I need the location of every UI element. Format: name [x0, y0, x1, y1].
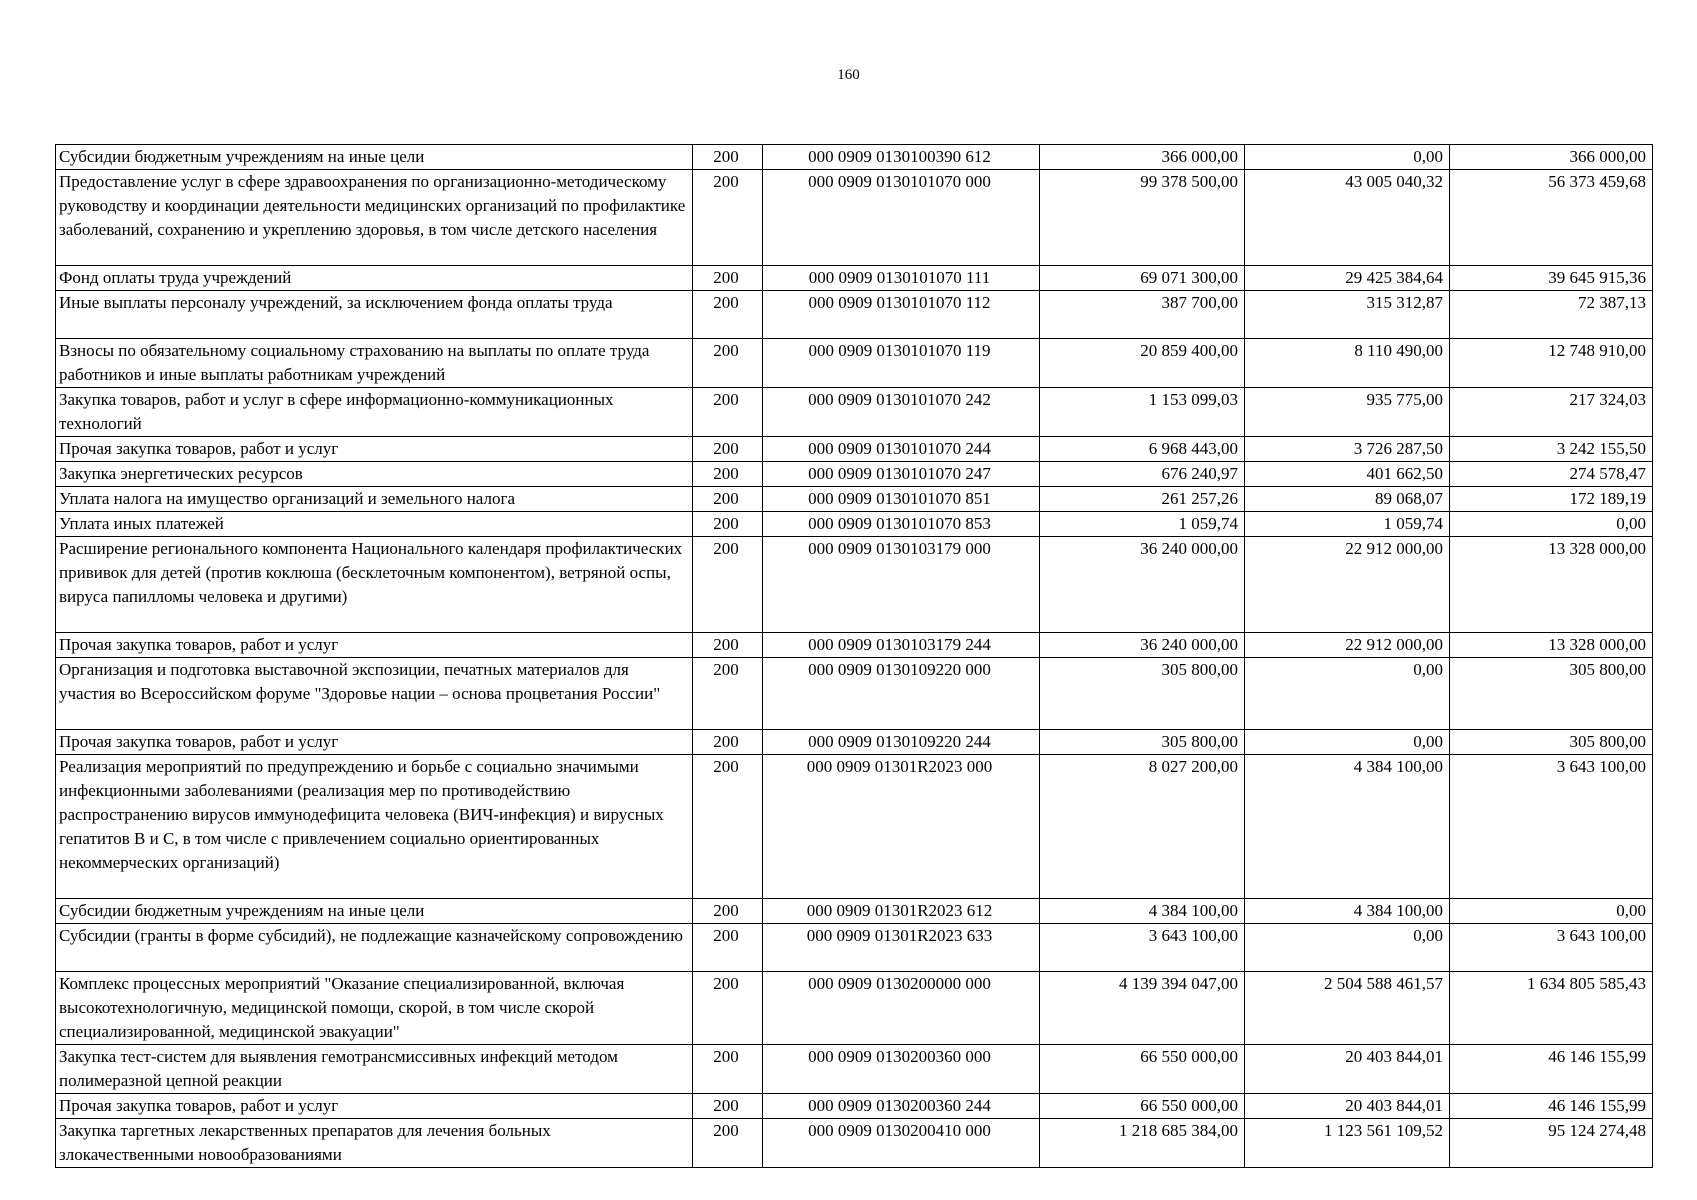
row-approved-cell: 4 139 394 047,00 — [1040, 972, 1245, 1045]
row-executed-cell: 0,00 — [1245, 924, 1450, 972]
table-row — [56, 755, 1653, 899]
row-executed-cell: 2 504 588 461,57 — [1245, 972, 1450, 1045]
row-kbk-cell: 000 0909 0130101070 112 — [763, 291, 1040, 339]
row-kbk-cell: 000 0909 0130200360 000 — [763, 1045, 1040, 1094]
row-approved-cell: 66 550 000,00 — [1040, 1045, 1245, 1094]
row-executed-cell: 8 110 490,00 — [1245, 339, 1450, 388]
row-name-cell: Уплата налога на имущество организаций и земельного налога — [56, 487, 693, 512]
row-executed-cell: 89 068,07 — [1245, 487, 1450, 512]
table-row — [56, 1045, 1653, 1094]
table-row — [56, 339, 1653, 388]
row-unexecuted-cell: 3 643 100,00 — [1450, 755, 1653, 899]
row-code-cell: 200 — [693, 170, 763, 266]
row-executed-cell: 0,00 — [1245, 730, 1450, 755]
table-row — [56, 972, 1653, 1045]
row-unexecuted-cell: 95 124 274,48 — [1450, 1119, 1653, 1168]
row-code-cell: 200 — [693, 1119, 763, 1168]
row-name-cell: Субсидии бюджетным учреждениям на иные цели — [56, 145, 693, 170]
row-kbk-cell: 000 0909 01301R2023 000 — [763, 755, 1040, 899]
row-kbk-cell: 000 0909 0130109220 000 — [763, 658, 1040, 730]
row-executed-cell: 401 662,50 — [1245, 462, 1450, 487]
page-number: 160 — [837, 67, 860, 83]
row-name-cell: Закупка тест-систем для выявления гемотрансмиссивных инфекций методом полимеразной цепной реакции — [56, 1045, 693, 1094]
row-kbk-cell: 000 0909 01301R2023 633 — [763, 924, 1040, 972]
row-executed-cell: 29 425 384,64 — [1245, 266, 1450, 291]
row-executed-cell: 3 726 287,50 — [1245, 437, 1450, 462]
row-name-cell: Реализация мероприятий по предупреждению и борьбе с социально значимыми инфекционными заболеваниями (реализация мер по противодействию распространению вирусов иммунодефицита человека (ВИЧ-инфекция) и вирусных гепатитов B и C, в том числе с привлечением социально ориентированных некоммерческих организаций) — [56, 755, 693, 899]
table-row — [56, 388, 1653, 437]
table-row — [56, 266, 1653, 291]
row-executed-cell: 22 912 000,00 — [1245, 537, 1450, 633]
row-code-cell: 200 — [693, 924, 763, 972]
row-kbk-cell: 000 0909 0130101070 000 — [763, 170, 1040, 266]
row-unexecuted-cell: 0,00 — [1450, 512, 1653, 537]
table-body — [56, 145, 1653, 1168]
row-approved-cell: 6 968 443,00 — [1040, 437, 1245, 462]
row-unexecuted-cell: 305 800,00 — [1450, 658, 1653, 730]
table-row — [56, 658, 1653, 730]
row-name-cell: Уплата иных платежей — [56, 512, 693, 537]
row-unexecuted-cell: 46 146 155,99 — [1450, 1094, 1653, 1119]
row-name-cell: Фонд оплаты труда учреждений — [56, 266, 693, 291]
table-row — [56, 512, 1653, 537]
row-approved-cell: 305 800,00 — [1040, 730, 1245, 755]
row-approved-cell: 8 027 200,00 — [1040, 755, 1245, 899]
row-unexecuted-cell: 217 324,03 — [1450, 388, 1653, 437]
row-name-cell: Взносы по обязательному социальному страхованию на выплаты по оплате труда работников и иные выплаты работникам учреждений — [56, 339, 693, 388]
row-approved-cell: 676 240,97 — [1040, 462, 1245, 487]
row-kbk-cell: 000 0909 0130101070 111 — [763, 266, 1040, 291]
table-row — [56, 1094, 1653, 1119]
row-code-cell: 200 — [693, 1045, 763, 1094]
row-executed-cell: 20 403 844,01 — [1245, 1094, 1450, 1119]
table-row — [56, 899, 1653, 924]
row-executed-cell: 20 403 844,01 — [1245, 1045, 1450, 1094]
row-code-cell: 200 — [693, 487, 763, 512]
row-approved-cell: 366 000,00 — [1040, 145, 1245, 170]
row-name-cell: Иные выплаты персоналу учреждений, за исключением фонда оплаты труда — [56, 291, 693, 339]
row-kbk-cell: 000 0909 0130200000 000 — [763, 972, 1040, 1045]
row-approved-cell: 4 384 100,00 — [1040, 899, 1245, 924]
row-approved-cell: 99 378 500,00 — [1040, 170, 1245, 266]
row-unexecuted-cell: 3 643 100,00 — [1450, 924, 1653, 972]
row-executed-cell: 0,00 — [1245, 658, 1450, 730]
row-unexecuted-cell: 56 373 459,68 — [1450, 170, 1653, 266]
row-approved-cell: 261 257,26 — [1040, 487, 1245, 512]
row-code-cell: 200 — [693, 537, 763, 633]
row-name-cell: Закупка энергетических ресурсов — [56, 462, 693, 487]
row-code-cell: 200 — [693, 388, 763, 437]
row-executed-cell: 0,00 — [1245, 145, 1450, 170]
table-row — [56, 170, 1653, 266]
row-unexecuted-cell: 72 387,13 — [1450, 291, 1653, 339]
row-executed-cell: 315 312,87 — [1245, 291, 1450, 339]
row-kbk-cell: 000 0909 0130200360 244 — [763, 1094, 1040, 1119]
row-kbk-cell: 000 0909 0130101070 853 — [763, 512, 1040, 537]
budget-execution-table — [55, 144, 1653, 1168]
row-approved-cell: 36 240 000,00 — [1040, 537, 1245, 633]
table-row — [56, 730, 1653, 755]
row-code-cell: 200 — [693, 266, 763, 291]
row-approved-cell: 69 071 300,00 — [1040, 266, 1245, 291]
table-row — [56, 437, 1653, 462]
row-unexecuted-cell: 1 634 805 585,43 — [1450, 972, 1653, 1045]
row-kbk-cell: 000 0909 0130103179 000 — [763, 537, 1040, 633]
row-code-cell: 200 — [693, 899, 763, 924]
row-name-cell: Закупка товаров, работ и услуг в сфере информационно-коммуникационных технологий — [56, 388, 693, 437]
table-row — [56, 291, 1653, 339]
table-row — [56, 462, 1653, 487]
row-unexecuted-cell: 13 328 000,00 — [1450, 633, 1653, 658]
row-unexecuted-cell: 0,00 — [1450, 899, 1653, 924]
row-name-cell: Субсидии (гранты в форме субсидий), не подлежащие казначейскому сопровождению — [56, 924, 693, 972]
row-unexecuted-cell: 274 578,47 — [1450, 462, 1653, 487]
row-executed-cell: 1 059,74 — [1245, 512, 1450, 537]
row-unexecuted-cell: 3 242 155,50 — [1450, 437, 1653, 462]
row-unexecuted-cell: 366 000,00 — [1450, 145, 1653, 170]
row-executed-cell: 1 123 561 109,52 — [1245, 1119, 1450, 1168]
table-row — [56, 487, 1653, 512]
row-code-cell: 200 — [693, 658, 763, 730]
row-code-cell: 200 — [693, 730, 763, 755]
row-name-cell: Расширение регионального компонента Национального календаря профилактических прививок для детей (против коклюша (бесклеточным компонентом), ветряной оспы, вируса папилломы человека и другими) — [56, 537, 693, 633]
row-kbk-cell: 000 0909 0130100390 612 — [763, 145, 1040, 170]
row-unexecuted-cell: 13 328 000,00 — [1450, 537, 1653, 633]
row-code-cell: 200 — [693, 633, 763, 658]
row-code-cell: 200 — [693, 462, 763, 487]
row-approved-cell: 387 700,00 — [1040, 291, 1245, 339]
row-executed-cell: 22 912 000,00 — [1245, 633, 1450, 658]
row-unexecuted-cell: 305 800,00 — [1450, 730, 1653, 755]
row-kbk-cell: 000 0909 0130101070 247 — [763, 462, 1040, 487]
row-approved-cell: 36 240 000,00 — [1040, 633, 1245, 658]
row-kbk-cell: 000 0909 01301R2023 612 — [763, 899, 1040, 924]
table-row — [56, 924, 1653, 972]
table-row — [56, 145, 1653, 170]
row-code-cell: 200 — [693, 755, 763, 899]
row-name-cell: Субсидии бюджетным учреждениям на иные цели — [56, 899, 693, 924]
row-code-cell: 200 — [693, 145, 763, 170]
row-kbk-cell: 000 0909 0130109220 244 — [763, 730, 1040, 755]
row-kbk-cell: 000 0909 0130101070 119 — [763, 339, 1040, 388]
row-kbk-cell: 000 0909 0130200410 000 — [763, 1119, 1040, 1168]
table-row — [56, 537, 1653, 633]
row-executed-cell: 43 005 040,32 — [1245, 170, 1450, 266]
table-row — [56, 633, 1653, 658]
row-executed-cell: 935 775,00 — [1245, 388, 1450, 437]
row-name-cell: Предоставление услуг в сфере здравоохранения по организационно-методическому руководству и координации деятельности медицинских организаций по профилактике заболеваний, сохранению и укреплению здоровья, в том числе детского населения — [56, 170, 693, 266]
row-name-cell: Прочая закупка товаров, работ и услуг — [56, 730, 693, 755]
row-name-cell: Прочая закупка товаров, работ и услуг — [56, 437, 693, 462]
row-name-cell: Закупка таргетных лекарственных препаратов для лечения больных злокачественными новообразованиями — [56, 1119, 693, 1168]
row-approved-cell: 305 800,00 — [1040, 658, 1245, 730]
row-approved-cell: 20 859 400,00 — [1040, 339, 1245, 388]
row-executed-cell: 4 384 100,00 — [1245, 899, 1450, 924]
row-approved-cell: 1 059,74 — [1040, 512, 1245, 537]
row-unexecuted-cell: 46 146 155,99 — [1450, 1045, 1653, 1094]
table-row — [56, 1119, 1653, 1168]
row-unexecuted-cell: 12 748 910,00 — [1450, 339, 1653, 388]
row-approved-cell: 1 218 685 384,00 — [1040, 1119, 1245, 1168]
row-kbk-cell: 000 0909 0130101070 851 — [763, 487, 1040, 512]
row-code-cell: 200 — [693, 339, 763, 388]
row-code-cell: 200 — [693, 512, 763, 537]
row-approved-cell: 3 643 100,00 — [1040, 924, 1245, 972]
row-code-cell: 200 — [693, 437, 763, 462]
row-name-cell: Прочая закупка товаров, работ и услуг — [56, 633, 693, 658]
row-kbk-cell: 000 0909 0130101070 242 — [763, 388, 1040, 437]
row-name-cell: Организация и подготовка выставочной экспозиции, печатных материалов для участия во Всероссийском форуме "Здоровье нации – основа процветания России" — [56, 658, 693, 730]
row-kbk-cell: 000 0909 0130103179 244 — [763, 633, 1040, 658]
row-code-cell: 200 — [693, 291, 763, 339]
row-unexecuted-cell: 39 645 915,36 — [1450, 266, 1653, 291]
row-unexecuted-cell: 172 189,19 — [1450, 487, 1653, 512]
row-name-cell: Комплекс процессных мероприятий "Оказание специализированной, включая высокотехнологичную, медицинской помощи, скорой, в том числе скорой специализированной, медицинской эвакуации" — [56, 972, 693, 1045]
row-name-cell: Прочая закупка товаров, работ и услуг — [56, 1094, 693, 1119]
row-executed-cell: 4 384 100,00 — [1245, 755, 1450, 899]
row-approved-cell: 1 153 099,03 — [1040, 388, 1245, 437]
row-code-cell: 200 — [693, 1094, 763, 1119]
row-approved-cell: 66 550 000,00 — [1040, 1094, 1245, 1119]
row-code-cell: 200 — [693, 972, 763, 1045]
row-kbk-cell: 000 0909 0130101070 244 — [763, 437, 1040, 462]
